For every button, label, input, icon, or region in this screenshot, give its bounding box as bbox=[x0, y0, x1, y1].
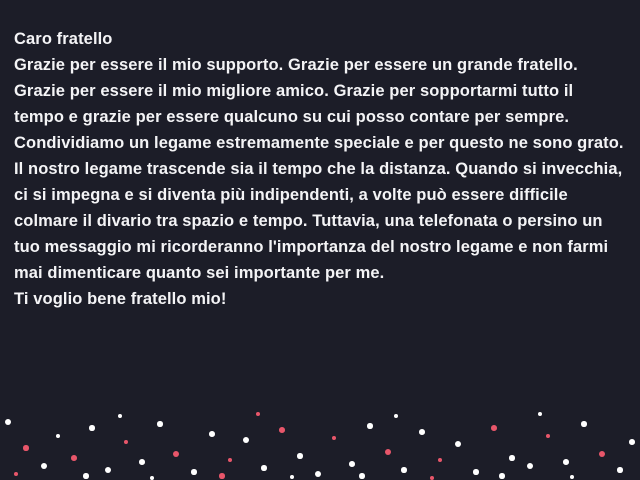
confetti-dot bbox=[367, 423, 372, 428]
confetti-dot bbox=[297, 453, 302, 458]
letter-closing: Ti voglio bene fratello mio! bbox=[14, 290, 227, 308]
confetti-dot bbox=[455, 441, 461, 447]
confetti-dot bbox=[243, 437, 249, 443]
confetti-dot bbox=[228, 458, 233, 463]
confetti-dot bbox=[173, 451, 179, 457]
confetti-dot bbox=[563, 459, 569, 465]
confetti-dot bbox=[430, 476, 435, 480]
confetti-dot bbox=[256, 412, 260, 416]
confetti-dot bbox=[599, 451, 605, 457]
confetti-dot bbox=[150, 476, 155, 480]
confetti-dot bbox=[209, 431, 215, 437]
confetti-dot bbox=[139, 459, 145, 465]
confetti-dot bbox=[419, 429, 425, 435]
confetti-decoration bbox=[0, 370, 640, 480]
confetti-dot bbox=[5, 419, 11, 425]
confetti-dot bbox=[83, 473, 88, 478]
confetti-dot bbox=[359, 473, 364, 478]
confetti-dot bbox=[581, 421, 586, 426]
confetti-dot bbox=[546, 434, 551, 439]
confetti-dot bbox=[570, 475, 575, 480]
confetti-dot bbox=[509, 455, 514, 460]
confetti-dot bbox=[538, 412, 542, 416]
confetti-dot bbox=[491, 425, 497, 431]
confetti-dot bbox=[105, 467, 111, 473]
confetti-dot bbox=[290, 475, 295, 480]
confetti-dot bbox=[191, 469, 196, 474]
confetti-dot bbox=[279, 427, 285, 433]
letter-paragraph-1: Grazie per essere il mio supporto. Grazie per essere un grande fratello. Grazie per essere il mio migliore amico. Grazie per sopportarmi tutto il tempo e grazie per essere qualcuno su cui posso contare per sempre. bbox=[14, 56, 578, 126]
confetti-dot bbox=[261, 465, 266, 470]
confetti-dot bbox=[14, 472, 19, 477]
confetti-dot bbox=[527, 463, 533, 469]
confetti-dot bbox=[41, 463, 47, 469]
confetti-dot bbox=[401, 467, 406, 472]
confetti-dot bbox=[219, 473, 224, 478]
confetti-dot bbox=[394, 414, 398, 418]
confetti-dot bbox=[438, 458, 443, 463]
confetti-dot bbox=[71, 455, 77, 461]
confetti-dot bbox=[23, 445, 28, 450]
confetti-dot bbox=[124, 440, 129, 445]
letter-paragraph-2: Condividiamo un legame estremamente speciale e per questo ne sono grato. Il nostro legame trascende sia il tempo che la distanza. Quando si invecchia, ci si impegna e si diventa più indipendenti, a volte può essere difficile colmare il divario tra spazio e tempo. Tuttavia, una telefonata o persino un tuo messaggio mi ricorderanno l'importanza del nostro legame e non farmi mai dimenticare quanto sei importante per me. bbox=[14, 134, 624, 282]
confetti-dot bbox=[89, 425, 94, 430]
confetti-dot bbox=[56, 434, 61, 439]
letter-greeting: Caro fratello bbox=[14, 30, 113, 48]
confetti-dot bbox=[118, 414, 122, 418]
confetti-dot bbox=[157, 421, 162, 426]
confetti-dot bbox=[629, 439, 635, 445]
confetti-dot bbox=[349, 461, 355, 467]
confetti-dot bbox=[499, 473, 504, 478]
confetti-dot bbox=[332, 436, 337, 441]
letter-body bbox=[14, 26, 624, 312]
confetti-dot bbox=[473, 469, 478, 474]
confetti-dot bbox=[617, 467, 622, 472]
confetti-dot bbox=[315, 471, 321, 477]
confetti-dot bbox=[385, 449, 391, 455]
